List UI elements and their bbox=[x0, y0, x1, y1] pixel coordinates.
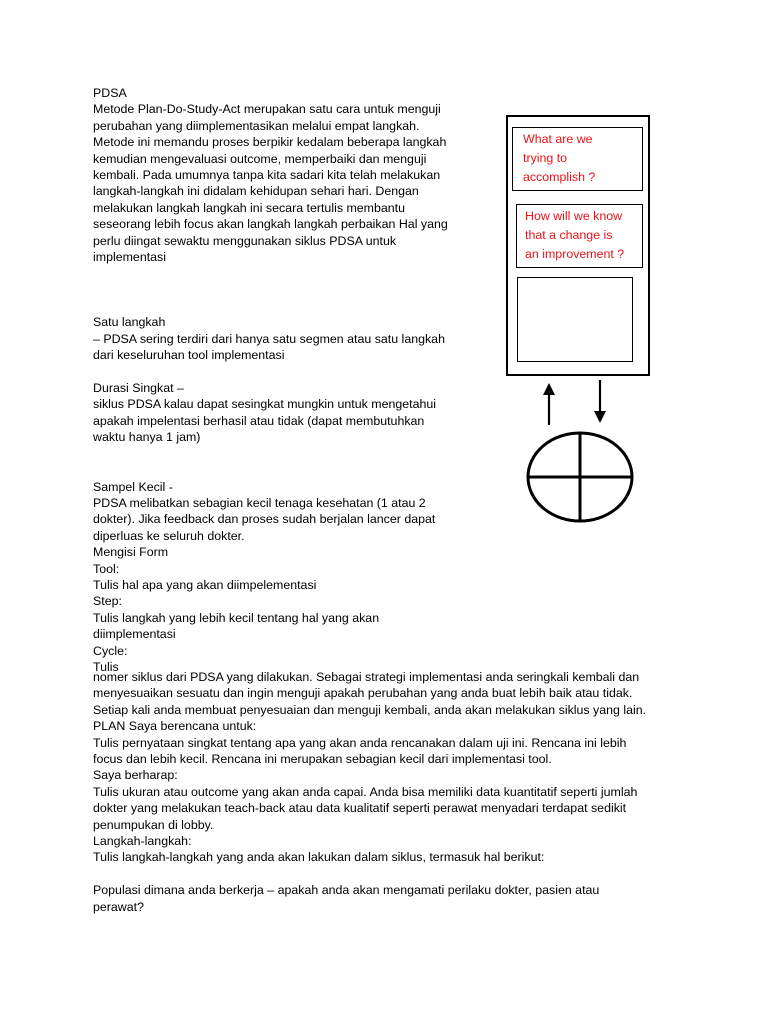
measure-question-line: that a change is bbox=[525, 228, 613, 242]
form-line: Tulis hal apa yang akan diimpelementasi bbox=[93, 577, 317, 592]
plan-line: Tulis ukuran atau outcome yang akan anda capai. Anda bisa memiliki data kuantitatif seperti jumlah bbox=[93, 784, 638, 799]
plan-line: dokter yang melakukan teach-back atau data kualitatif seperti perawat menyadari terdapat sedikit bbox=[93, 801, 627, 816]
intro-line: perubahan yang diimplementasikan melalui empat langkah. bbox=[93, 118, 420, 133]
intro-line: langkah-langkah ini didalam kehidupan sehari hari. Dengan bbox=[93, 184, 419, 199]
intro-line: implementasi bbox=[93, 250, 166, 265]
up-arrow-icon bbox=[543, 383, 555, 425]
populasi-line: Populasi dimana anda berkerja – apakah anda akan mengamati perilaku dokter, pasien atau bbox=[93, 883, 600, 898]
measure-question-line: How will we know bbox=[525, 209, 623, 223]
form-line: Tulis langkah yang lebih kecil tentang hal yang akan bbox=[93, 610, 380, 625]
aim-question-line: What are we bbox=[523, 132, 593, 146]
durasi-heading: Durasi Singkat – bbox=[93, 381, 184, 396]
form-line: Step: bbox=[93, 594, 122, 609]
cycle-line: Setiap kali anda membuat penyesuaian dan menguji kembali, anda akan melakukan siklus yang lain. bbox=[93, 702, 647, 717]
cycle-line: menyesuaikan sesuatu dan ingin menguji apakah perubahan yang anda buat lebih baik atau tidak. bbox=[93, 686, 633, 701]
sampel-line: dokter). Jika feedback dan proses sudah berjalan lancer dapat bbox=[93, 512, 436, 527]
durasi-line: apakah impelentasi berhasil atau tidak (dapat membutuhkan bbox=[93, 413, 425, 428]
form-line: Mengisi Form bbox=[93, 545, 169, 560]
sampel-line: diperluas ke seluruh dokter. bbox=[93, 528, 245, 543]
intro-line: kemudian mengevaluasi outcome, memperbaiki dan menguji bbox=[93, 151, 427, 166]
bottom-text bbox=[93, 669, 693, 915]
satu-langkah-line: – PDSA sering terdiri dari hanya satu segmen atau satu langkah bbox=[93, 331, 445, 346]
intro-line: melakukan langkah langkah ini secara tertulis membantu bbox=[93, 200, 406, 215]
aim-question-line: trying to bbox=[523, 151, 568, 165]
plan-line: Langkah-langkah: bbox=[93, 834, 192, 849]
populasi-line: perawat? bbox=[93, 899, 144, 914]
form-line: diimplementasi bbox=[93, 627, 176, 642]
aim-question-line: accomplish ? bbox=[523, 170, 596, 184]
pdsa-cycle-circle-icon bbox=[528, 433, 632, 521]
plan-line: PLAN Saya berencana untuk: bbox=[93, 719, 257, 734]
sampel-heading: Sampel Kecil - bbox=[93, 479, 173, 494]
plan-line: focus dan lebih kecil. Rencana ini merupakan sebagian kecil dari implementasi tool. bbox=[93, 752, 552, 767]
measure-question-line: an improvement ? bbox=[525, 247, 625, 261]
down-arrow-icon bbox=[594, 380, 606, 423]
intro-paragraph bbox=[93, 101, 493, 265]
intro-line: Metode ini memandu proses berpikir kedalam beberapa langkah bbox=[93, 135, 447, 150]
pdsa-model-diagram bbox=[500, 115, 670, 525]
satu-langkah-line: dari keseluruhan tool implementasi bbox=[93, 348, 285, 363]
cycle-line: nomer siklus dari PDSA yang dilakukan. Sebagai strategi implementasi anda seringkali kembali dan bbox=[93, 670, 640, 684]
plan-line: penumpukan di lobby. bbox=[93, 817, 214, 832]
intro-line: seseorang lebih focus akan langkah langkah perbaikan Hal yang bbox=[93, 217, 448, 232]
plan-line: Saya berharap: bbox=[93, 768, 178, 783]
intro-line: kembali. Pada umumnya tanpa kita sadari kita telah melakukan bbox=[93, 168, 441, 183]
form-line: Tool: bbox=[93, 561, 120, 576]
form-line: Cycle: bbox=[93, 643, 128, 658]
sampel-line: PDSA melibatkan sebagian kecil tenaga kesehatan (1 atau 2 bbox=[93, 495, 426, 510]
durasi-line: siklus PDSA kalau dapat sesingkat mungkin untuk mengetahui bbox=[93, 397, 437, 412]
form-line: Tulis bbox=[93, 659, 119, 674]
satu-langkah-heading: Satu langkah bbox=[93, 315, 166, 330]
intro-line: perlu diingat sewaktu menggunakan siklus PDSA untuk bbox=[93, 233, 397, 248]
left-column bbox=[93, 85, 493, 675]
intro-line: Metode Plan-Do-Study-Act merupakan satu cara untuk menguji bbox=[93, 102, 441, 117]
durasi-line: waktu hanya 1 jam) bbox=[93, 430, 201, 445]
pdsa-title: PDSA bbox=[93, 86, 127, 100]
plan-line: Tulis langkah-langkah yang anda akan lakukan dalam siklus, termasuk hal berikut: bbox=[93, 850, 545, 865]
plan-line: Tulis pernyataan singkat tentang apa yang akan anda rencanakan dalam uji ini. Rencana ini lebih bbox=[93, 735, 627, 750]
cycle-graphic bbox=[500, 115, 670, 525]
